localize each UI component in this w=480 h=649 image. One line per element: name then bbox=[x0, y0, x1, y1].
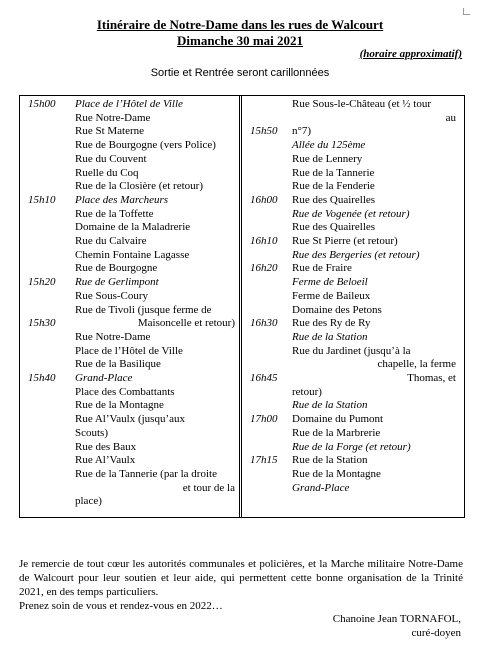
street-cell: Rue de Bourgogne bbox=[75, 262, 158, 275]
street-cell: Rue de la Station bbox=[292, 330, 368, 343]
street-cell: Rue St Materne bbox=[75, 125, 145, 138]
street-cell: Scouts) bbox=[75, 426, 108, 439]
time-cell: 15h30 bbox=[28, 317, 56, 330]
street-cell: Rue du Couvent bbox=[75, 152, 147, 165]
street-cell: Rue de Bourgogne (vers Police) bbox=[75, 139, 216, 152]
street-cell: Rue de la Fenderie bbox=[292, 180, 375, 193]
time-cell: 16h10 bbox=[250, 235, 278, 247]
column-divider bbox=[239, 96, 242, 517]
itinerary-table bbox=[19, 95, 465, 518]
street-cell: Rue de la Montagne bbox=[292, 467, 381, 480]
time-cell: 15h40 bbox=[28, 372, 56, 384]
time-cell: 17h15 bbox=[250, 454, 278, 467]
street-cell: Rue de la Toffette bbox=[75, 207, 154, 220]
time-cell: 15h50 bbox=[250, 125, 278, 138]
time-cell: 16h00 bbox=[250, 193, 278, 206]
corner-mark bbox=[463, 8, 470, 15]
street-cell: Rue Sous-le-Château (et ½ tour bbox=[292, 98, 431, 110]
street-cell: Rue du Jardinet (jusqu’à la bbox=[292, 344, 411, 357]
time-cell: 16h30 bbox=[250, 317, 278, 330]
street-cell: Rue Al’Vaulx (jusqu’aux bbox=[75, 413, 185, 426]
time-cell: 15h20 bbox=[28, 276, 56, 289]
street-cell: Rue des Ry de Ry bbox=[292, 317, 371, 330]
street-cell: Maisoncelle et retour) bbox=[137, 317, 235, 330]
street-cell: Rue de Lennery bbox=[292, 152, 363, 165]
street-cell: Ferme de Beloeil bbox=[292, 276, 368, 289]
street-cell: n°7) bbox=[292, 125, 312, 138]
street-cell: Rue de Gerlimpont bbox=[75, 276, 159, 289]
street-cell: retour) bbox=[292, 385, 322, 398]
street-cell: Rue de la Closière (et retour) bbox=[75, 180, 203, 193]
street-cell: Grand-Place bbox=[75, 372, 133, 384]
street-cell: Rue de Fraire bbox=[292, 262, 352, 275]
street-cell: Ferme de Baileux bbox=[292, 289, 371, 302]
time-cell: 15h00 bbox=[28, 98, 56, 110]
street-cell: Rue de la Station bbox=[292, 454, 368, 467]
street-cell: Grand-Place bbox=[292, 481, 350, 494]
street-cell: chapelle, la ferme bbox=[377, 358, 456, 371]
time-cell: 17h00 bbox=[250, 413, 278, 426]
street-cell: Rue de la Basilique bbox=[75, 358, 161, 371]
street-cell: place) bbox=[75, 495, 102, 508]
signature-name: Chanoine Jean TORNAFOL, bbox=[332, 613, 461, 625]
thanks-paragraph: Je remercie de tout cœur les autorités communales et policières, et la Marche militaire Notre-Dame de Walcourt pour leur soutien et leur aide, qui permettent cette bonne organisation de la Trinité 2021, en des temps particuliers. bbox=[19, 558, 463, 598]
street-cell: et tour de la bbox=[182, 481, 235, 494]
street-cell: Domaine des Petons bbox=[292, 303, 382, 316]
street-cell: Domaine de la Maladrerie bbox=[75, 221, 191, 234]
street-cell: au bbox=[445, 111, 456, 124]
street-cell: Rue du Calvaire bbox=[75, 235, 147, 247]
street-cell: Ruelle du Coq bbox=[75, 166, 139, 179]
street-cell: Place de l’Hôtel de Ville bbox=[75, 98, 183, 110]
signature-role: curé-doyen bbox=[411, 627, 461, 639]
street-cell: Domaine du Pumont bbox=[292, 413, 384, 426]
time-cell: 15h10 bbox=[28, 193, 56, 206]
page-date: Dimanche 30 mai 2021 bbox=[176, 33, 304, 48]
street-cell: Rue Notre-Dame bbox=[75, 330, 151, 343]
street-cell: Rue des Quairelles bbox=[292, 221, 376, 234]
page-title: Itinéraire de Notre-Dame dans les rues de Walcourt bbox=[96, 17, 384, 32]
street-cell: Place des Marcheurs bbox=[75, 193, 169, 206]
street-cell: Rue Notre-Dame bbox=[75, 111, 151, 124]
street-cell: Rue Sous-Coury bbox=[75, 289, 149, 302]
street-cell: Rue de Tivoli (jusque ferme de bbox=[75, 303, 212, 316]
street-cell: Place des Combattants bbox=[75, 385, 175, 398]
street-cell: Rue de la Station bbox=[292, 399, 368, 412]
time-cell: 16h45 bbox=[250, 372, 278, 384]
street-cell: Rue de la Marbrerie bbox=[292, 426, 381, 439]
street-cell: Rue des Bergeries (et retour) bbox=[292, 248, 420, 261]
street-cell: Rue Al’Vaulx bbox=[75, 454, 136, 467]
street-cell: Place de l’Hôtel de Ville bbox=[75, 344, 183, 357]
schedule-note: (horaire approximatif) bbox=[359, 48, 462, 60]
street-cell: Rue des Baux bbox=[75, 440, 137, 453]
street-cell: Rue de Vogenée (et retour) bbox=[292, 207, 410, 220]
street-cell: Allée du 125ème bbox=[292, 139, 366, 152]
street-cell: Rue de la Tannerie bbox=[292, 166, 375, 179]
time-cell: 16h20 bbox=[250, 262, 278, 275]
street-cell: Rue de la Forge (et retour) bbox=[292, 440, 411, 453]
street-cell: Rue de la Montagne bbox=[75, 399, 164, 412]
street-cell: Chemin Fontaine Lagasse bbox=[75, 248, 190, 261]
street-cell: Thomas, et bbox=[407, 372, 456, 384]
closing-line: Prenez soin de vous et rendez-vous en 2022… bbox=[19, 600, 223, 612]
street-cell: Rue de la Tannerie (par la droite bbox=[75, 467, 217, 480]
subtitle: Sortie et Rentrée seront carillonnées bbox=[150, 67, 330, 79]
street-cell: Rue St Pierre (et retour) bbox=[292, 235, 398, 247]
street-cell: Rue des Quairelles bbox=[292, 193, 376, 206]
signature bbox=[333, 612, 461, 640]
